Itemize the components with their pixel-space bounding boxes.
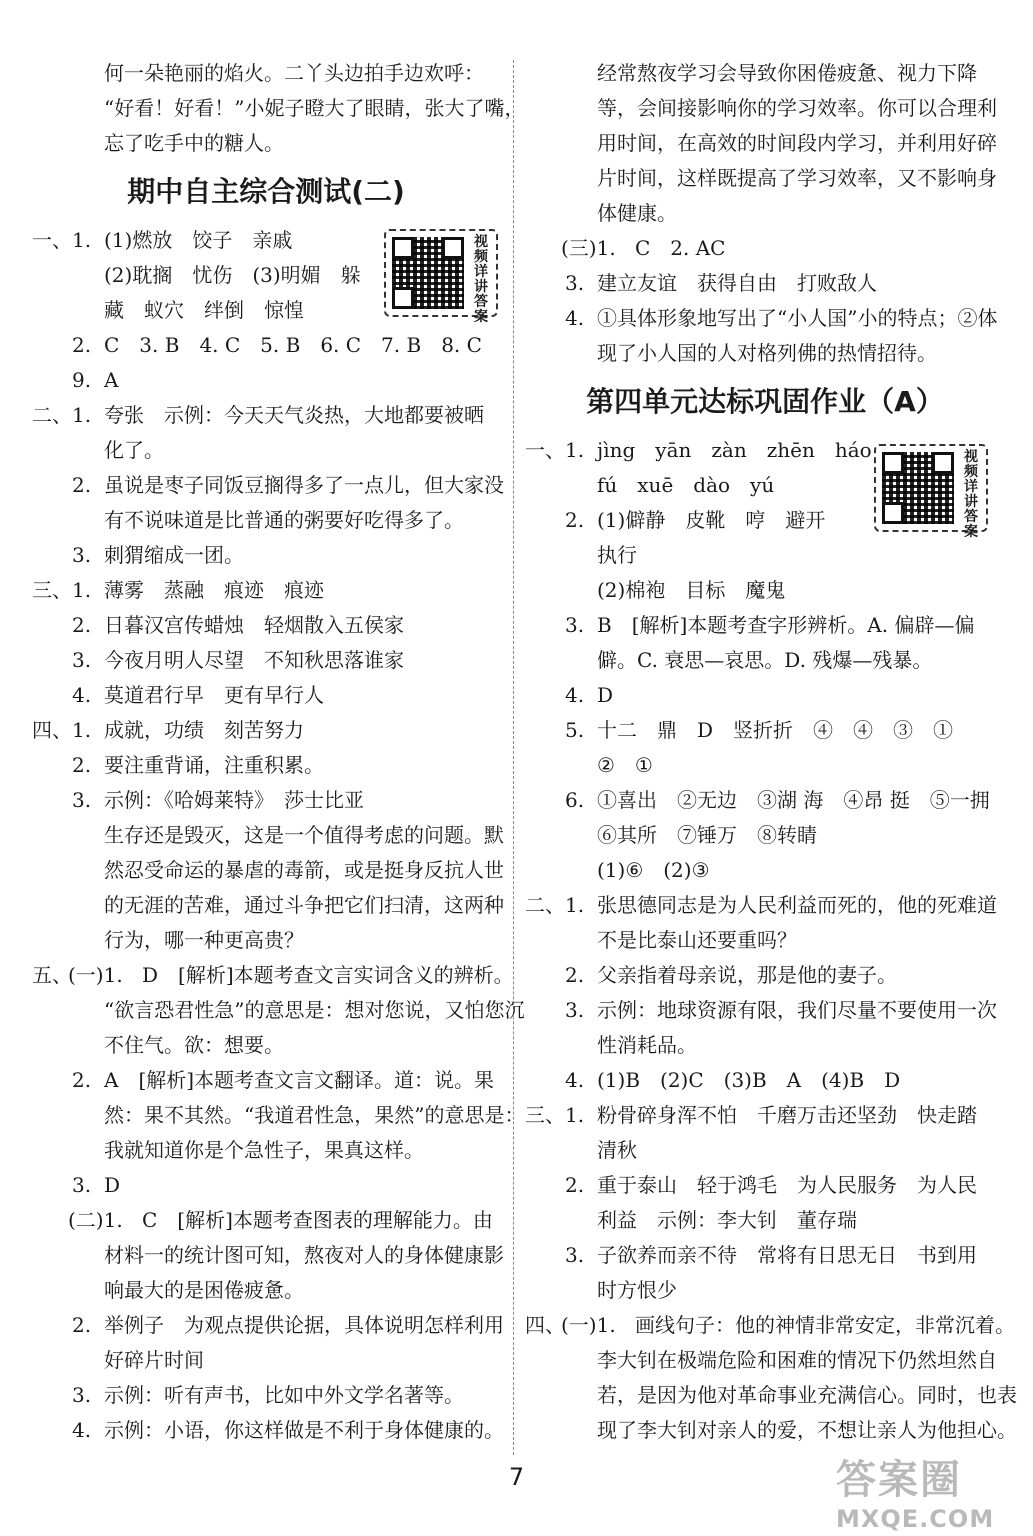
watermark-line1: 答案圈	[836, 1457, 962, 1503]
answer-line	[32, 1203, 500, 1238]
answer-line	[525, 231, 1005, 266]
section-marker: 四、	[525, 1313, 565, 1337]
answer-line	[525, 538, 1005, 573]
answer-text: D	[597, 683, 614, 707]
item-number: 3.	[72, 648, 92, 672]
answer-line	[32, 433, 500, 468]
answer-text: (1)燃放 饺子 亲戚	[104, 228, 293, 252]
item-number: 1.	[565, 893, 585, 917]
item-number: 1.	[72, 718, 92, 742]
item-number: 4.	[565, 683, 585, 707]
answer-line	[32, 503, 500, 538]
answer-text: C 2. AC	[635, 236, 726, 260]
answer-line	[32, 91, 525, 126]
answer-line	[525, 1168, 1005, 1203]
answer-text: 不住气。欲：想要。	[104, 1033, 284, 1057]
answer-text: ⑥其所 ⑦锤万 ⑧转睛	[597, 823, 817, 847]
answer-text: 利益 示例：李大钊 董存瑞	[597, 1208, 857, 1232]
answer-text: jìng yān zàn zhēn háo	[597, 438, 872, 462]
answer-text: 清秋	[597, 1138, 637, 1162]
answer-text: 僻。C. 衰思—哀思。D. 残爆—残暴。	[597, 648, 933, 672]
section-title: 期中自主综合测试(二)	[127, 175, 405, 208]
answer-line	[32, 1168, 500, 1203]
answer-line	[525, 56, 1005, 91]
answer-text: 现了李大钊对亲人的爱，不想让亲人为他担心。	[597, 1418, 1017, 1442]
answer-line	[32, 923, 500, 958]
answer-line	[525, 336, 1005, 371]
answer-line	[32, 56, 500, 91]
answer-text: 建立友谊 获得自由 打败敌人	[597, 271, 877, 295]
item-number: 4.	[565, 306, 585, 330]
answer-text: 要注重背诵，注重积累。	[104, 753, 324, 777]
answer-text: 虽说是枣子同饭豆搁得多了一点儿，但大家没	[104, 473, 504, 497]
section-marker: 一、	[32, 228, 72, 252]
answer-line	[525, 993, 1005, 1028]
answer-text: 子欲养而亲不待 常将有日思无日 书到用	[597, 1243, 977, 1267]
item-number: 2.	[72, 1068, 92, 1092]
item-number: 1.	[565, 1103, 585, 1127]
item-number: 3.	[72, 788, 92, 812]
answer-line	[32, 1098, 525, 1133]
section-marker: 四、	[32, 718, 72, 742]
answer-text: A [解析]本题考查文言文翻译。道：说。果	[104, 1068, 495, 1092]
answer-line	[32, 608, 500, 643]
item-number: (一)1.	[561, 1313, 616, 1337]
qr-finder-icon	[932, 452, 954, 474]
item-number: 4.	[565, 1068, 585, 1092]
answer-text: 然：果不其然。“我道君性急，果然”的意思是：	[104, 1103, 525, 1127]
answer-line	[32, 678, 500, 713]
section-title: 第四单元达标巩固作业（A）	[586, 385, 944, 418]
item-number: 4.	[72, 683, 92, 707]
item-number: 2.	[565, 1173, 585, 1197]
answer-text: 张思德同志是为人民利益而死的，他的死难道	[597, 893, 997, 917]
item-number: 2.	[72, 753, 92, 777]
answer-line	[32, 573, 500, 608]
answer-line	[525, 1238, 1005, 1273]
answer-text: 材料一的统计图可知，熬夜对人的身体健康影	[104, 1243, 504, 1267]
item-number: 2.	[72, 1313, 92, 1337]
answer-text: 现了小人国的人对格列佛的热情招待。	[597, 341, 937, 365]
qr-finder-icon	[392, 237, 414, 259]
answer-text: (2)耽搁 忧伤 (3)明媚 躲	[104, 263, 361, 287]
item-number: 2.	[72, 613, 92, 637]
answer-line	[525, 1308, 1015, 1343]
answer-text: 化了。	[104, 438, 164, 462]
answer-text: 示例：小语，你这样做是不利于身体健康的。	[104, 1418, 504, 1442]
section-marker: 一、	[525, 438, 565, 462]
answer-text: 我就知道你是个急性子，果真这样。	[104, 1138, 424, 1162]
answer-line	[525, 888, 1005, 923]
item-number: 1.	[72, 578, 92, 602]
answer-line	[525, 818, 1005, 853]
answer-text: 有不说味道是比普通的粥要好吃得多了。	[104, 508, 464, 532]
section-marker: 二、	[525, 893, 565, 917]
answer-text: ② ①	[597, 753, 653, 777]
answer-line	[32, 1028, 500, 1063]
answer-line	[525, 713, 1005, 748]
answer-text: “好看！好看！”小妮子瞪大了眼睛，张大了嘴，	[104, 96, 525, 120]
answer-line	[525, 196, 1005, 231]
answer-line	[525, 1063, 1005, 1098]
answer-line	[525, 1343, 1005, 1378]
answer-text: 执行	[597, 543, 637, 567]
answer-text: ①具体形象地写出了“小人国”小的特点；②体	[597, 306, 998, 330]
answer-text: (1)⑥ (2)③	[597, 858, 710, 882]
answer-line	[32, 853, 504, 888]
answer-line	[525, 783, 1005, 818]
answer-line	[32, 783, 500, 818]
item-number: 1.	[72, 403, 92, 427]
answer-line	[525, 958, 1005, 993]
item-number: 5.	[565, 718, 585, 742]
answer-text: 薄雾 蒸融 痕迹 痕迹	[104, 578, 324, 602]
item-number: 2.	[72, 473, 92, 497]
qr-code-left[interactable]	[384, 229, 498, 325]
answer-text: 忘了吃手中的糖人。	[104, 131, 284, 155]
answer-text: 刺猬缩成一团。	[104, 543, 244, 567]
answer-text: 等，会间接影响你的学习效率。你可以合理利	[597, 96, 997, 120]
answer-line	[32, 748, 500, 783]
answer-text: 好碎片时间	[104, 1348, 204, 1372]
answer-line	[525, 853, 1005, 888]
answer-line	[525, 573, 1005, 608]
answer-line	[32, 468, 504, 503]
answer-line	[525, 1273, 1005, 1308]
answer-text: 性消耗品。	[597, 1033, 697, 1057]
answer-line	[525, 643, 1005, 678]
answer-line	[32, 1133, 500, 1168]
answer-text: 体健康。	[597, 201, 677, 225]
section-marker: 三、	[525, 1103, 565, 1127]
answer-text: “欲言恐君性急”的意思是：想对您说，又怕您沉	[104, 998, 525, 1022]
answer-text: 若，是因为他对革命事业充满信心。同时，也表	[597, 1383, 1017, 1407]
answer-text: C [解析]本题考查图表的理解能力。由	[142, 1208, 493, 1232]
qr-finder-icon	[882, 502, 904, 524]
answer-line	[525, 678, 1005, 713]
item-number: 1.	[72, 228, 92, 252]
section-marker: 二、	[32, 403, 72, 427]
right-column	[525, 56, 1017, 1448]
answer-line	[32, 1238, 504, 1273]
answer-line	[525, 1203, 1005, 1238]
item-number: 1.	[565, 438, 585, 462]
section-marker: 五、	[32, 963, 72, 987]
answer-text: 藏 蚁穴 绊倒 惊惶	[104, 298, 304, 322]
answer-line	[525, 91, 1005, 126]
item-number: 3.	[565, 1243, 585, 1267]
answer-text: 十二 鼎 D 竖折折 ④ ④ ③ ①	[597, 718, 954, 742]
answer-text: 何一朵艳丽的焰火。二丫头边拍手边欢呼：	[104, 61, 484, 85]
answer-text: 片时间，这样既提高了学习效率，又不影响身	[597, 166, 997, 190]
column-divider	[513, 60, 514, 1455]
item-number: 4.	[72, 1418, 92, 1442]
answer-text: D [解析]本题考查文言实词含义的辨析。	[142, 963, 514, 987]
watermark-logo	[836, 1448, 1016, 1533]
answer-text: 然忍受命运的暴虐的毒箭，或是挺身反抗人世	[104, 858, 504, 882]
item-number: 6.	[565, 788, 585, 812]
answer-line	[525, 923, 1005, 958]
item-number: 2.	[565, 963, 585, 987]
item-number: 3.	[72, 543, 92, 567]
answer-text: 用时间，在高效的时间段内学习，并利用好碎	[597, 131, 997, 155]
answer-line	[525, 161, 1005, 196]
answer-text: 经常熬夜学习会导致你困倦疲惫、视力下降	[597, 61, 977, 85]
qr-finder-icon	[442, 237, 464, 259]
answer-text: 莫道君行早 更有早行人	[104, 683, 324, 707]
answer-line	[32, 538, 500, 573]
answer-line	[525, 608, 1005, 643]
answer-line	[525, 266, 1005, 301]
answer-text: 夸张 示例：今天天气炎热，大地都要被晒	[104, 403, 484, 427]
answer-line	[525, 748, 1005, 783]
answer-line	[32, 1413, 504, 1448]
answer-line	[32, 958, 514, 993]
answer-line	[32, 328, 500, 363]
answer-text: 今夜月明人尽望 不知秋思落谁家	[104, 648, 404, 672]
qr-code-right[interactable]	[874, 444, 988, 540]
answer-text: B [解析]本题考查字形辨析。A. 偏辟—偏	[597, 613, 975, 637]
item-number: 9.	[72, 368, 92, 392]
answer-text: 画线句子：他的神情非常安定，非常沉着。	[635, 1313, 1015, 1337]
answer-line	[32, 888, 504, 923]
answer-text: 响最大的是困倦疲惫。	[104, 1278, 304, 1302]
answer-line	[525, 1378, 1017, 1413]
answer-text: 成就，功绩 刻苦努力	[104, 718, 304, 742]
answer-text: 日暮汉宫传蜡烛 轻烟散入五侯家	[104, 613, 404, 637]
section-marker: 三、	[32, 578, 72, 602]
qr-finder-icon	[392, 287, 414, 309]
item-number: 2.	[72, 333, 92, 357]
item-number: 3.	[565, 271, 585, 295]
answer-text: (1)僻静 皮靴 哼 避开	[597, 508, 826, 532]
answer-line	[32, 1273, 500, 1308]
answer-text: 示例：地球资源有限，我们尽量不要使用一次	[597, 998, 997, 1022]
item-number: (一)1.	[68, 963, 123, 987]
answer-text: C 3. B 4. C 5. B 6. C 7. B 8. C	[104, 333, 482, 357]
item-number: 3.	[565, 998, 585, 1022]
answer-line	[525, 1098, 1005, 1133]
answer-text: 父亲指着母亲说，那是他的妻子。	[597, 963, 897, 987]
answer-line	[32, 1343, 500, 1378]
answer-line	[32, 713, 500, 748]
answer-text: 的无涯的苦难，通过斗争把它们扫清，这两种	[104, 893, 504, 917]
answer-line	[525, 126, 1005, 161]
answer-line	[32, 1308, 504, 1343]
answer-line	[32, 1378, 500, 1413]
answer-text: 示例：听有声书，比如中外文学名著等。	[104, 1383, 464, 1407]
answer-text: 行为，哪一种更高贵？	[104, 928, 304, 952]
answer-text: (1)B (2)C (3)B A (4)B D	[597, 1068, 901, 1092]
answer-text: 重于泰山 轻于鸿毛 为人民服务 为人民	[597, 1173, 977, 1197]
qr-finder-icon	[882, 452, 904, 474]
answer-line	[32, 126, 500, 161]
answer-line	[32, 818, 504, 853]
item-number: 2.	[565, 508, 585, 532]
item-number: (二)1.	[68, 1208, 123, 1232]
answer-line	[32, 398, 500, 433]
answer-text: 示例：《哈姆莱特》 莎士比亚	[104, 788, 364, 812]
answer-text: A	[104, 368, 119, 392]
answer-text: fú xuē dào yú	[597, 473, 775, 497]
answer-text: (2)棉袍 目标 魔鬼	[597, 578, 786, 602]
item-number: 3.	[72, 1383, 92, 1407]
answer-text: 粉骨碎身浑不怕 千磨万击还坚劲 快走踏	[597, 1103, 977, 1127]
answer-text: ①喜出 ②无边 ③湖 海 ④昂 挺 ⑤一拥	[597, 788, 990, 812]
answer-line	[32, 363, 500, 398]
answer-text: 举例子 为观点提供论据，具体说明怎样利用	[104, 1313, 504, 1337]
answer-text: D	[104, 1173, 121, 1197]
answer-line	[32, 993, 525, 1028]
page-number: 7	[508, 1463, 525, 1491]
answer-line	[525, 1028, 1005, 1063]
answer-line	[525, 1413, 1017, 1448]
answer-text: 不是比泰山还要重吗？	[597, 928, 797, 952]
item-number: (三)1.	[561, 236, 616, 260]
watermark-line2: MXQE.COM	[836, 1505, 995, 1533]
answer-line	[525, 301, 1005, 336]
answer-text: 李大钊在极端危险和困难的情况下仍然坦然自	[597, 1348, 997, 1372]
answer-line	[525, 1133, 1005, 1168]
qr-label: 视频详讲答案	[474, 234, 488, 325]
qr-label: 视频详讲答案	[964, 449, 978, 540]
answer-text: 生存还是毁灭，这是一个值得考虑的问题。默	[104, 823, 504, 847]
item-number: 3.	[72, 1173, 92, 1197]
answer-line	[32, 1063, 500, 1098]
answer-text: 时方恨少	[597, 1278, 677, 1302]
item-number: 3.	[565, 613, 585, 637]
answer-line	[32, 643, 500, 678]
